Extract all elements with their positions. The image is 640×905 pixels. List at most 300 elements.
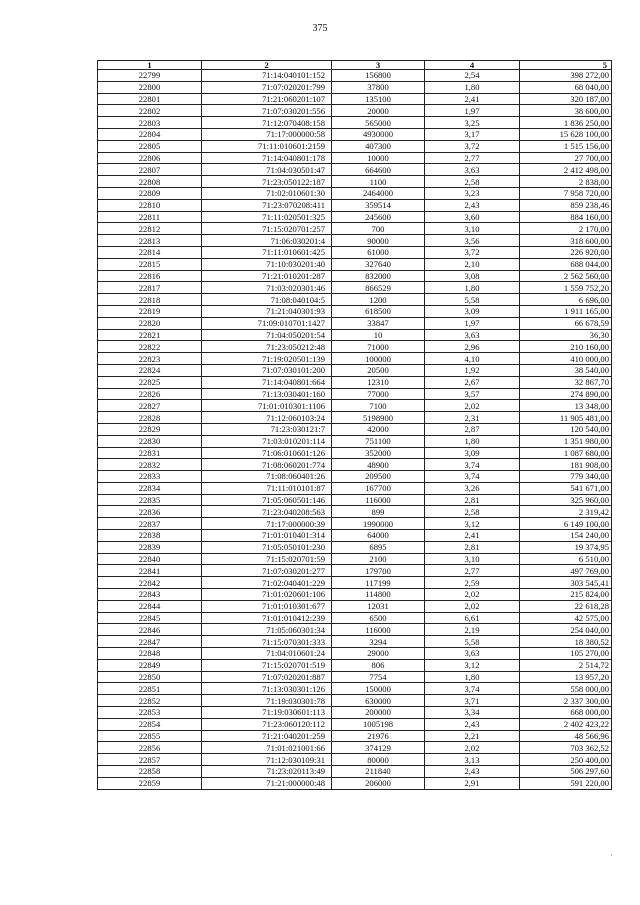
value-cell: 398 272,00 [520,70,612,82]
row-number-cell: 22812 [98,223,202,235]
value-cell: 2 562 560,00 [520,270,612,282]
area-cell: 71000 [332,341,425,353]
row-number-cell: 22828 [98,412,202,424]
rate-cell: 3,72 [425,246,520,258]
rate-cell: 1,97 [425,317,520,329]
rate-cell: 3,12 [425,518,520,530]
value-cell: 38 600,00 [520,105,612,117]
table-row [98,329,612,341]
cadastral-number-cell: 71:19:030301:78 [202,695,332,707]
table-row [98,176,612,188]
value-cell: 541 671,00 [520,482,612,494]
column-header: 3 [332,61,425,70]
value-cell: 318 600,00 [520,235,612,247]
cadastral-number-cell: 71:17:000000:58 [202,128,332,140]
area-cell: 6500 [332,612,425,624]
rate-cell: 3,10 [425,223,520,235]
table-row [98,766,612,778]
row-number-cell: 22826 [98,388,202,400]
row-number-cell: 22818 [98,294,202,306]
row-number-cell: 22840 [98,553,202,565]
area-cell: 565000 [332,117,425,129]
table-row [98,506,612,518]
cadastral-number-cell: 71:12:070408:158 [202,117,332,129]
rate-cell: 3,09 [425,305,520,317]
cadastral-number-cell: 71:19:020501:139 [202,353,332,365]
table-row [98,482,612,494]
cadastral-number-cell: 71:08:060401:26 [202,471,332,483]
area-cell: 866529 [332,282,425,294]
area-cell: 33847 [332,317,425,329]
value-cell: 2 319,42 [520,506,612,518]
row-number-cell: 22822 [98,341,202,353]
table-row [98,270,612,282]
cadastral-number-cell: 71:23:040208:563 [202,506,332,518]
row-number-cell: 22808 [98,176,202,188]
rate-cell: 2,02 [425,600,520,612]
rate-cell: 3,12 [425,659,520,671]
table-row [98,577,612,589]
cadastral-number-cell: 71:07:030101:200 [202,364,332,376]
row-number-cell: 22844 [98,600,202,612]
area-cell: 135100 [332,93,425,105]
area-cell: 20000 [332,105,425,117]
row-number-cell: 22857 [98,754,202,766]
rate-cell: 2,02 [425,742,520,754]
rate-cell: 2,02 [425,589,520,601]
cadastral-number-cell: 71:23:050212:48 [202,341,332,353]
table-row [98,530,612,542]
rate-cell: 3,57 [425,388,520,400]
row-number-cell: 22821 [98,329,202,341]
area-cell: 114800 [332,589,425,601]
value-cell: 2 337 300,00 [520,695,612,707]
area-cell: 116000 [332,624,425,636]
value-cell: 120 540,00 [520,423,612,435]
value-cell: 36,30 [520,329,612,341]
value-cell: 2 170,00 [520,223,612,235]
table-row [98,447,612,459]
table-row [98,636,612,648]
table-row [98,718,612,730]
rate-cell: 3,26 [425,482,520,494]
rate-cell: 3,09 [425,447,520,459]
area-cell: 80000 [332,754,425,766]
row-number-cell: 22819 [98,305,202,317]
row-number-cell: 22805 [98,140,202,152]
rate-cell: 2,41 [425,93,520,105]
cadastral-number-cell: 71:15:020701:59 [202,553,332,565]
area-cell: 1005198 [332,718,425,730]
value-cell: 250 400,00 [520,754,612,766]
cadastral-number-cell: 71:07:020201:799 [202,81,332,93]
rate-cell: 2,81 [425,541,520,553]
row-number-cell: 22836 [98,506,202,518]
row-number-cell: 22845 [98,612,202,624]
value-cell: 688 044,00 [520,258,612,270]
area-cell: 117199 [332,577,425,589]
value-cell: 2 838,00 [520,176,612,188]
value-cell: 226 920,00 [520,246,612,258]
value-cell: 27 700,00 [520,152,612,164]
row-number-cell: 22810 [98,199,202,211]
table-row [98,305,612,317]
cadastral-number-cell: 71:10:030201:40 [202,258,332,270]
row-number-cell: 22816 [98,270,202,282]
table-row [98,730,612,742]
table-row [98,777,612,789]
cadastral-number-cell: 71:01:010401:314 [202,530,332,542]
value-cell: 6 696,00 [520,294,612,306]
row-number-cell: 22853 [98,707,202,719]
value-cell: 303 545,41 [520,577,612,589]
rate-cell: 3,63 [425,164,520,176]
area-cell: 832000 [332,270,425,282]
rate-cell: 2,87 [425,423,520,435]
table-row [98,199,612,211]
value-cell: 558 000,00 [520,683,612,695]
cadastral-number-cell: 71:04:050201:54 [202,329,332,341]
row-number-cell: 22827 [98,400,202,412]
row-number-cell: 22807 [98,164,202,176]
row-number-cell: 22842 [98,577,202,589]
area-cell: 211840 [332,766,425,778]
rate-cell: 3,23 [425,187,520,199]
cadastral-number-cell: 71:05:060301:34 [202,624,332,636]
cadastral-number-cell: 71:15:020701:519 [202,659,332,671]
value-cell: 13 348,00 [520,400,612,412]
rate-cell: 1,92 [425,364,520,376]
rate-cell: 2,02 [425,400,520,412]
column-header: 2 [202,61,332,70]
row-number-cell: 22803 [98,117,202,129]
area-cell: 6895 [332,541,425,553]
rate-cell: 2,31 [425,412,520,424]
value-cell: 497 769,00 [520,565,612,577]
value-cell: 668 000,00 [520,707,612,719]
cadastral-number-cell: 71:21:000000:48 [202,777,332,789]
area-cell: 150000 [332,683,425,695]
cadastral-number-cell: 71:01:021001:66 [202,742,332,754]
table-row [98,246,612,258]
row-number-cell: 22820 [98,317,202,329]
area-cell: 664600 [332,164,425,176]
table-row [98,93,612,105]
rate-cell: 2,81 [425,494,520,506]
rate-cell: 3,71 [425,695,520,707]
value-cell: 48 566,96 [520,730,612,742]
table-row [98,612,612,624]
cadastral-number-cell: 71:14:040801:178 [202,152,332,164]
row-number-cell: 22851 [98,683,202,695]
table-row [98,589,612,601]
page-number: 375 [312,23,328,34]
value-cell: 1 087 680,00 [520,447,612,459]
table-row [98,223,612,235]
value-cell: 22 618,28 [520,600,612,612]
row-number-cell: 22829 [98,423,202,435]
area-cell: 64000 [332,530,425,542]
area-cell: 352000 [332,447,425,459]
value-cell: 779 340,00 [520,471,612,483]
area-cell: 200000 [332,707,425,719]
cadastral-number-cell: 71:04:030501:47 [202,164,332,176]
table-body [98,70,612,790]
table-row [98,364,612,376]
value-cell: 591 220,00 [520,777,612,789]
row-number-cell: 22846 [98,624,202,636]
area-cell: 48900 [332,459,425,471]
row-number-cell: 22811 [98,211,202,223]
area-cell: 12310 [332,376,425,388]
row-number-cell: 22824 [98,364,202,376]
cadastral-number-cell: 71:23:070208:411 [202,199,332,211]
area-cell: 751100 [332,435,425,447]
table-row [98,683,612,695]
row-number-cell: 22801 [98,93,202,105]
area-cell: 206000 [332,777,425,789]
table-row [98,624,612,636]
row-number-cell: 22809 [98,187,202,199]
area-cell: 29000 [332,648,425,660]
row-number-cell: 22837 [98,518,202,530]
table-row [98,388,612,400]
row-number-cell: 22813 [98,235,202,247]
data-table [97,60,612,790]
rate-cell: 3,60 [425,211,520,223]
rate-cell: 3,74 [425,459,520,471]
value-cell: 320 187,00 [520,93,612,105]
value-cell: 884 160,00 [520,211,612,223]
column-header: 1 [98,61,202,70]
table-row [98,317,612,329]
table-row [98,152,612,164]
row-number-cell: 22850 [98,671,202,683]
area-cell: 167700 [332,482,425,494]
value-cell: 66 678,59 [520,317,612,329]
area-cell: 12031 [332,600,425,612]
rate-cell: 3,63 [425,329,520,341]
area-cell: 42000 [332,423,425,435]
cadastral-number-cell: 71:08:040104:5 [202,294,332,306]
rate-cell: 3,74 [425,471,520,483]
rate-cell: 2,41 [425,530,520,542]
cadastral-number-cell: 71:14:040801:664 [202,376,332,388]
area-cell: 806 [332,659,425,671]
value-cell: 325 960,00 [520,494,612,506]
cadastral-number-cell: 71:03:010201:114 [202,435,332,447]
area-cell: 21976 [332,730,425,742]
rate-cell: 2,54 [425,70,520,82]
value-cell: 1 836 250,00 [520,117,612,129]
table-row [98,423,612,435]
table-row [98,459,612,471]
value-cell: 2 402 423,22 [520,718,612,730]
area-cell: 245600 [332,211,425,223]
cadastral-number-cell: 71:19:030601:113 [202,707,332,719]
table-row [98,400,612,412]
value-cell: 1 911 165,00 [520,305,612,317]
table-row [98,494,612,506]
row-number-cell: 22848 [98,648,202,660]
cadastral-number-cell: 71:12:030109:31 [202,754,332,766]
row-number-cell: 22814 [98,246,202,258]
cadastral-number-cell: 71:05:050101:230 [202,541,332,553]
table-row [98,81,612,93]
rate-cell: 2,19 [425,624,520,636]
table-row [98,565,612,577]
cadastral-number-cell: 71:09:010701:1427 [202,317,332,329]
area-cell: 618500 [332,305,425,317]
cadastral-number-cell: 71:03:020301:46 [202,282,332,294]
value-cell: 2 412 498,00 [520,164,612,176]
column-header: 4 [425,61,520,70]
row-number-cell: 22815 [98,258,202,270]
table-row [98,376,612,388]
cadastral-number-cell: 71:01:010412:239 [202,612,332,624]
area-cell: 156800 [332,70,425,82]
table-row [98,128,612,140]
row-number-cell: 22817 [98,282,202,294]
area-cell: 2100 [332,553,425,565]
table-row [98,412,612,424]
rate-cell: 1,80 [425,282,520,294]
table-row [98,541,612,553]
rate-cell: 6,61 [425,612,520,624]
rate-cell: 3,10 [425,553,520,565]
row-number-cell: 22835 [98,494,202,506]
row-number-cell: 22841 [98,565,202,577]
row-number-cell: 22834 [98,482,202,494]
table-row [98,671,612,683]
row-number-cell: 22852 [98,695,202,707]
row-number-cell: 22838 [98,530,202,542]
row-number-cell: 22833 [98,471,202,483]
cadastral-number-cell: 71:04:010601:24 [202,648,332,660]
cadastral-number-cell: 71:07:030201:556 [202,105,332,117]
area-cell: 116000 [332,494,425,506]
row-number-cell: 22855 [98,730,202,742]
area-cell: 179700 [332,565,425,577]
rate-cell: 2,96 [425,341,520,353]
rate-cell: 2,59 [425,577,520,589]
area-cell: 4930000 [332,128,425,140]
area-cell: 7100 [332,400,425,412]
row-number-cell: 22806 [98,152,202,164]
table-row [98,435,612,447]
cadastral-number-cell: 71:06:030201:4 [202,235,332,247]
cadastral-number-cell: 71:02:040401:229 [202,577,332,589]
cadastral-number-cell: 71:01:010301:677 [202,600,332,612]
cadastral-number-cell: 71:15:020701:257 [202,223,332,235]
row-number-cell: 22830 [98,435,202,447]
rate-cell: 1,97 [425,105,520,117]
cadastral-number-cell: 71:21:010201:287 [202,270,332,282]
rate-cell: 2,77 [425,152,520,164]
value-cell: 38 540,00 [520,364,612,376]
rate-cell: 2,77 [425,565,520,577]
area-cell: 1100 [332,176,425,188]
margin-mark: · [610,850,613,860]
rate-cell: 2,58 [425,176,520,188]
rate-cell: 5,58 [425,294,520,306]
cadastral-number-cell: 71:01:010301:1106 [202,400,332,412]
area-cell: 374129 [332,742,425,754]
area-cell: 327640 [332,258,425,270]
cadastral-number-cell: 71:17:000000:39 [202,518,332,530]
row-number-cell: 22843 [98,589,202,601]
value-cell: 42 575,00 [520,612,612,624]
value-cell: 105 270,00 [520,648,612,660]
value-cell: 32 867,70 [520,376,612,388]
table-row [98,258,612,270]
table-row [98,600,612,612]
row-number-cell: 22825 [98,376,202,388]
rate-cell: 3,63 [425,648,520,660]
value-cell: 254 040,00 [520,624,612,636]
area-cell: 1990000 [332,518,425,530]
value-cell: 18 380,52 [520,636,612,648]
rate-cell: 2,43 [425,199,520,211]
rate-cell: 2,58 [425,506,520,518]
area-cell: 10 [332,329,425,341]
value-cell: 506 297,60 [520,766,612,778]
table-row [98,70,612,82]
cadastral-number-cell: 71:02:010601:30 [202,187,332,199]
rate-cell: 2,91 [425,777,520,789]
rate-cell: 3,74 [425,683,520,695]
area-cell: 100000 [332,353,425,365]
cadastral-number-cell: 71:21:040201:259 [202,730,332,742]
area-cell: 3294 [332,636,425,648]
table-row [98,117,612,129]
cadastral-number-cell: 71:11:020501:325 [202,211,332,223]
area-cell: 61000 [332,246,425,258]
cadastral-number-cell: 71:11:010101:87 [202,482,332,494]
row-number-cell: 22804 [98,128,202,140]
cadastral-number-cell: 71:11:010601:425 [202,246,332,258]
value-cell: 19 374,95 [520,541,612,553]
row-number-cell: 22856 [98,742,202,754]
table-row [98,553,612,565]
area-cell: 700 [332,223,425,235]
table-row [98,164,612,176]
value-cell: 11 905 481,00 [520,412,612,424]
table-row [98,742,612,754]
row-number-cell: 22849 [98,659,202,671]
value-cell: 68 040,00 [520,81,612,93]
value-cell: 703 362,52 [520,742,612,754]
cadastral-number-cell: 71:23:060120:112 [202,718,332,730]
row-number-cell: 22823 [98,353,202,365]
area-cell: 630000 [332,695,425,707]
rate-cell: 1,80 [425,435,520,447]
rate-cell: 3,08 [425,270,520,282]
cadastral-number-cell: 71:07:030201:277 [202,565,332,577]
table-row [98,105,612,117]
row-number-cell: 22854 [98,718,202,730]
row-number-cell: 22847 [98,636,202,648]
value-cell: 1 559 752,20 [520,282,612,294]
value-cell: 2 514,72 [520,659,612,671]
table-row [98,648,612,660]
cadastral-number-cell: 71:21:060201:107 [202,93,332,105]
cadastral-number-cell: 71:23:050122:187 [202,176,332,188]
table-row [98,235,612,247]
value-cell: 859 238,46 [520,199,612,211]
table-row [98,187,612,199]
rate-cell: 3,25 [425,117,520,129]
